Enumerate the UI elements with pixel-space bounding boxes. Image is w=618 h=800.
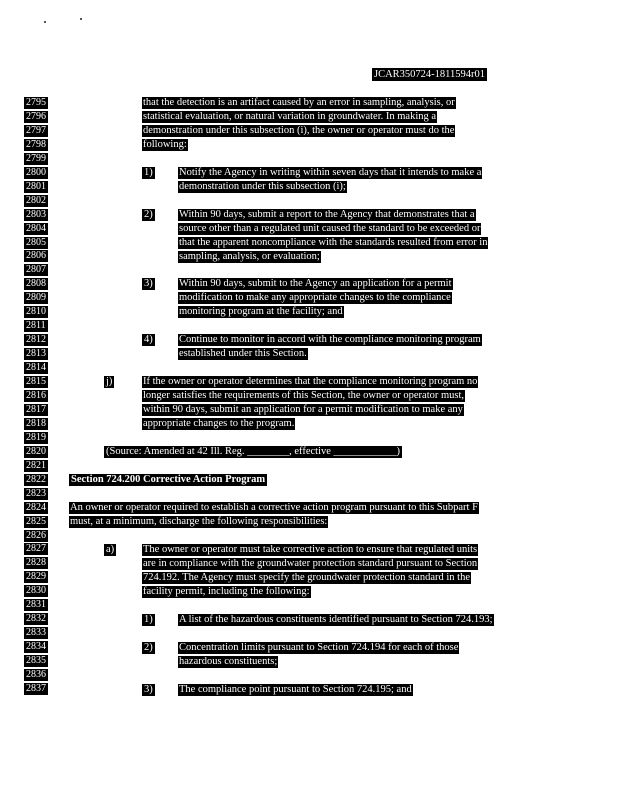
text-line: demonstration under this subsection (i), the owner or operator must do the: [143, 124, 455, 136]
item-label: 1): [144, 167, 153, 178]
subsection-a: [142, 544, 478, 600]
text-line: Within 90 days, submit a report to the Agency that demonstrates that a: [179, 209, 475, 220]
text-line: sampling, analysis, or evaluation;: [179, 250, 320, 262]
text-line: appropriate changes to the program.: [143, 417, 295, 429]
text-line: statistical evaluation, or natural variation in groundwater. In making a: [143, 110, 437, 122]
list-item: [178, 684, 413, 698]
text-line: The compliance point pursuant to Section 724.195; and: [179, 684, 412, 695]
line-number: 2811: [26, 320, 46, 332]
line-number: 2815: [26, 376, 46, 387]
line-number: 2813: [26, 348, 46, 360]
text-line: demonstration under this subsection (i);: [179, 180, 346, 192]
line-number: 2822: [26, 473, 46, 485]
subsection-label: a): [106, 544, 115, 555]
list-item: [178, 167, 482, 195]
list-item: [178, 209, 488, 265]
list-item: [178, 278, 453, 320]
line-number: 2803: [26, 208, 46, 220]
line-number: 2830: [26, 585, 46, 597]
line-number: 2818: [26, 417, 46, 429]
line-number: 2804: [26, 222, 46, 234]
line-number: 2800: [26, 166, 46, 178]
subsection-label: j): [106, 376, 113, 387]
item-label: 3): [144, 684, 153, 695]
item-label: 1): [144, 614, 153, 625]
line-number: 2823: [26, 487, 46, 499]
line-number: 2820: [26, 445, 46, 457]
section-heading: Section 724.200 Corrective Action Program: [71, 474, 266, 485]
line-number: 2816: [26, 389, 46, 401]
paragraph-continuation: [142, 97, 456, 153]
line-number: 2801: [26, 180, 46, 192]
item-label: 4): [144, 334, 153, 345]
line-number: 2807: [26, 264, 46, 276]
line-number: 2817: [26, 403, 46, 415]
line-number: 2833: [26, 627, 46, 639]
item-label: 2): [144, 642, 153, 653]
line-number: 2829: [26, 571, 46, 583]
item-label: 3): [144, 278, 153, 289]
text-line: must, at a minimum, discharge the following responsibilities:: [70, 515, 328, 527]
line-number: 2805: [26, 236, 46, 248]
text-line: modification to make any appropriate changes to the compliance: [179, 291, 451, 303]
text-line: following:: [143, 138, 187, 150]
line-number: 2795: [26, 97, 46, 108]
text-line: If the owner or operator determines that the compliance monitoring program no: [143, 376, 478, 387]
line-number: 2814: [26, 362, 46, 374]
line-number: 2809: [26, 292, 46, 304]
list-item: [178, 334, 482, 362]
text-line: established under this Section.: [179, 347, 307, 359]
text-line: hazardous constituents;: [179, 655, 278, 667]
text-line: 724.192. The Agency must specify the groundwater protection standard in the: [143, 571, 470, 583]
line-number: 2837: [26, 682, 46, 694]
document-code: JCAR350724-1811594r01: [374, 69, 486, 80]
line-number: 2825: [26, 515, 46, 527]
line-number: 2810: [26, 306, 46, 318]
text-line: that the apparent noncompliance with the standards resulted from error in: [179, 236, 488, 248]
line-number: 2798: [26, 138, 46, 150]
line-number: 2806: [26, 250, 46, 262]
scan-speck: [80, 18, 82, 20]
text-line: An owner or operator required to establish a corrective action program pursuant to this Subpart F: [70, 502, 478, 513]
scan-speck: [44, 21, 46, 23]
line-number: 2826: [26, 529, 46, 541]
line-number: 2835: [26, 655, 46, 666]
text-line: Within 90 days, submit to the Agency an application for a permit: [179, 278, 452, 289]
list-item: [178, 642, 459, 670]
text-line: longer satisfies the requirements of this Section, the owner or operator must,: [143, 389, 465, 401]
text-line: Continue to monitor in accord with the compliance monitoring program: [179, 334, 481, 345]
text-line: that the detection is an artifact caused by an error in sampling, analysis, or: [143, 97, 455, 108]
intro-paragraph: [69, 502, 479, 530]
line-number: 2802: [26, 194, 46, 206]
text-line: A list of the hazardous constituents identified pursuant to Section 724.193;: [179, 614, 493, 625]
line-number: 2824: [26, 501, 46, 513]
line-number: 2819: [26, 431, 46, 443]
line-number: 2834: [26, 641, 46, 652]
text-line: within 90 days, submit an application for a permit modification to make any: [143, 403, 463, 415]
line-number: 2796: [26, 111, 46, 122]
source-note: (Source: Amended at 42 Ill. Reg. ________, effective ____________): [106, 446, 401, 457]
line-number: 2797: [26, 124, 46, 136]
text-line: The owner or operator must take corrective action to ensure that regulated units: [143, 544, 478, 555]
text-line: facility permit, including the following:: [143, 585, 310, 597]
text-line: monitoring program at the facility; and: [179, 305, 343, 317]
line-number: 2827: [26, 543, 46, 555]
line-number: 2832: [26, 613, 46, 625]
line-number: 2831: [26, 599, 46, 611]
line-number: 2836: [26, 668, 46, 680]
text-line: are in compliance with the groundwater protection standard pursuant to Section: [143, 557, 478, 569]
line-number: 2812: [26, 334, 46, 346]
subsection-j: [142, 376, 478, 432]
list-item: [178, 614, 494, 628]
text-line: Notify the Agency in writing within seven days that it intends to make a: [179, 167, 482, 178]
line-number: 2808: [26, 278, 46, 290]
text-line: Concentration limits pursuant to Section 724.194 for each of those: [179, 642, 459, 653]
line-number: 2821: [26, 459, 46, 471]
line-number: 2799: [26, 152, 46, 164]
item-label: 2): [144, 209, 153, 220]
line-number: 2828: [26, 557, 46, 569]
text-line: source other than a regulated unit caused the standard to be exceeded or: [179, 222, 481, 234]
